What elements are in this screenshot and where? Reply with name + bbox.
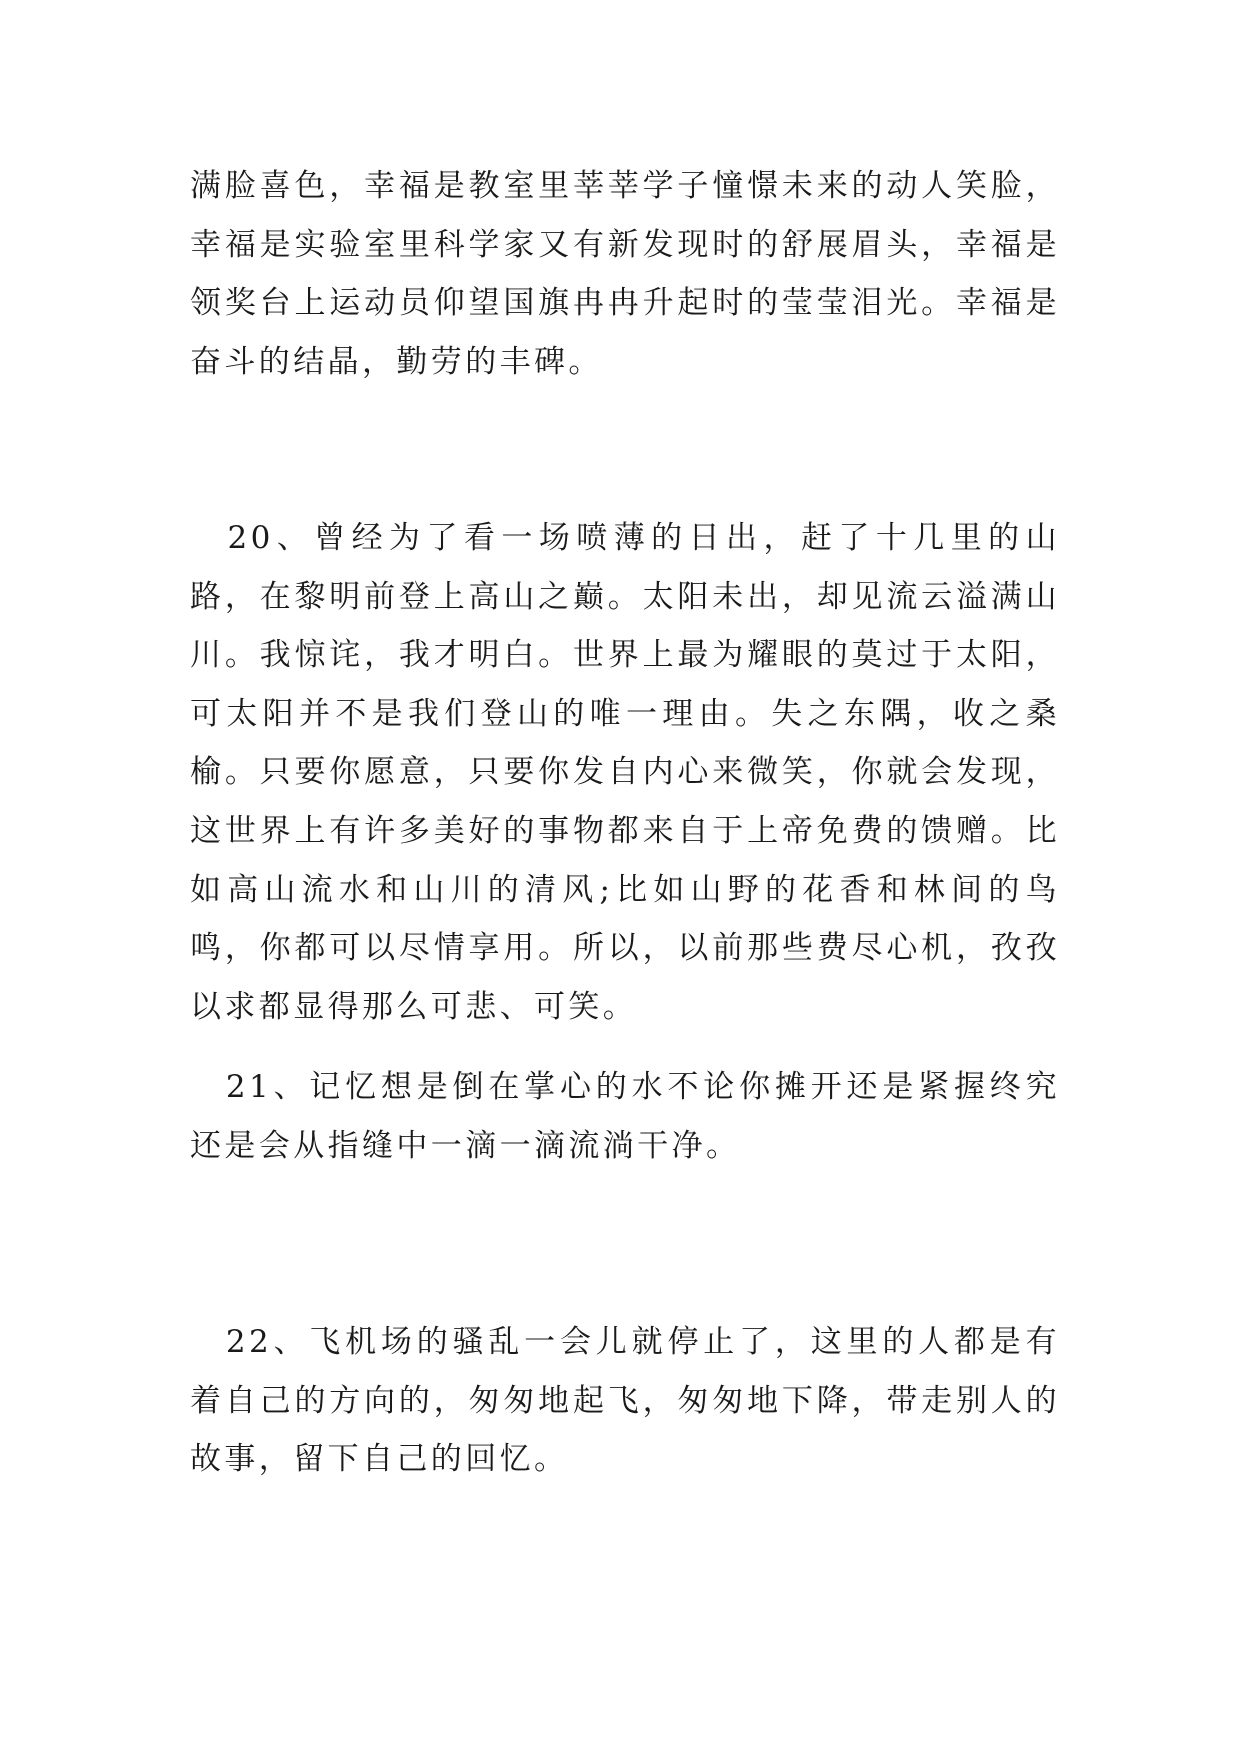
paragraph-21-memory: 21、记忆想是倒在掌心的水不论你摊开还是紧握终究还是会从指缝中一滴一滴流淌干净。 <box>190 1069 1060 1164</box>
paragraph-22-airport: 22、飞机场的骚乱一会儿就停止了，这里的人都是有着自己的方向的，匆匆地起飞，匆匆地下降，带走别人的故事，留下自己的回忆。 <box>190 1324 1060 1478</box>
paragraph-happiness-continued: 满脸喜色，幸福是教室里莘莘学子憧憬未来的动人笑脸，幸福是实验室里科学家又有新发现时的舒展眉头，幸福是领奖台上运动员仰望国旗冉冉升起时的莹莹泪光。幸福是奋斗的结晶，勤劳的丰碑。 <box>190 168 1060 380</box>
paragraph-20-sunrise: 20、曾经为了看一场喷薄的日出，赶了十几里的山路，在黎明前登上高山之巅。太阳未出，却见流云溢满山川。我惊诧，我才明白。世界上最为耀眼的莫过于太阳，可太阳并不是我们登山的唯一理由。失之东隅，收之桑榆。只要你愿意，只要你发自内心来微笑，你就会发现，这世界上有许多美好的事物都来自于上帝免费的馈赠。比如高山流水和山川的清风;比如山野的花香和林间的鸟鸣，你都可以尽情享用。所以，以前那些费尽心机，孜孜以求都显得那么可悲、可笑。 <box>190 520 1060 1025</box>
